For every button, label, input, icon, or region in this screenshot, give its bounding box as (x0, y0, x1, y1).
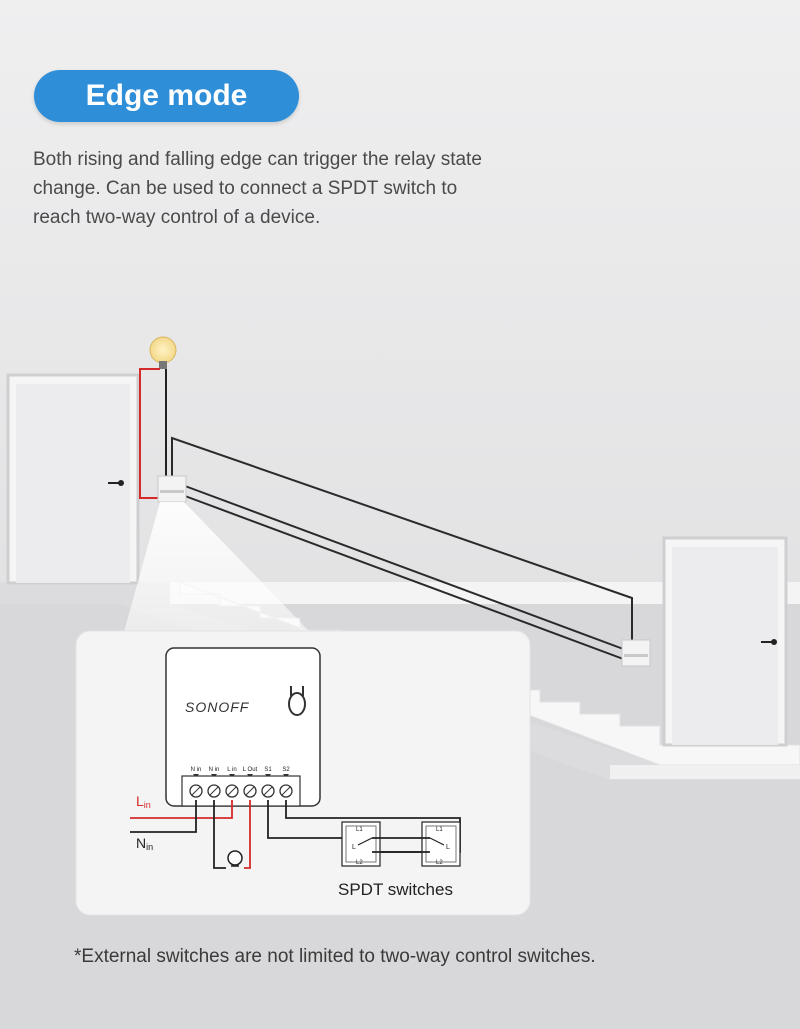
terminal-label: S2 (282, 767, 290, 773)
detail-bulb-icon (228, 851, 242, 866)
terminal-label: L Out (242, 767, 258, 773)
svg-text:L2: L2 (436, 860, 443, 866)
footnote: *External switches are not limited to two-way control switches. (74, 946, 596, 967)
spdt-switch-left (342, 822, 380, 866)
description-line: change. Can be used to connect a SPDT switch to (33, 178, 458, 199)
svg-text:L: L (352, 844, 356, 851)
right-switch-box (622, 640, 650, 666)
svg-text:L1: L1 (356, 827, 363, 833)
mode-description (33, 145, 593, 232)
edge-mode-title: Edge mode (34, 70, 299, 122)
svg-text:L1: L1 (436, 827, 443, 833)
spdt-switches-label: SPDT switches (338, 880, 453, 899)
left-switch-box (158, 476, 186, 502)
sonoff-device (166, 648, 320, 806)
device-brand: SONOFF (185, 699, 250, 715)
terminal-label: S1 (264, 767, 272, 773)
spdt-switch-right (422, 822, 460, 866)
svg-text:L: L (446, 844, 450, 851)
svg-text:L2: L2 (356, 860, 363, 866)
left-door (8, 375, 138, 583)
l-in-label: Lin (136, 793, 151, 810)
terminal-label: N in (208, 767, 220, 773)
description-line: reach two-way control of a device. (33, 207, 321, 228)
terminal-label: L in (227, 767, 237, 773)
n-in-label: Nin (136, 835, 154, 852)
terminal-label: N in (190, 767, 202, 773)
description-line: Both rising and falling edge can trigger the relay state (33, 149, 482, 170)
right-door (664, 538, 786, 745)
